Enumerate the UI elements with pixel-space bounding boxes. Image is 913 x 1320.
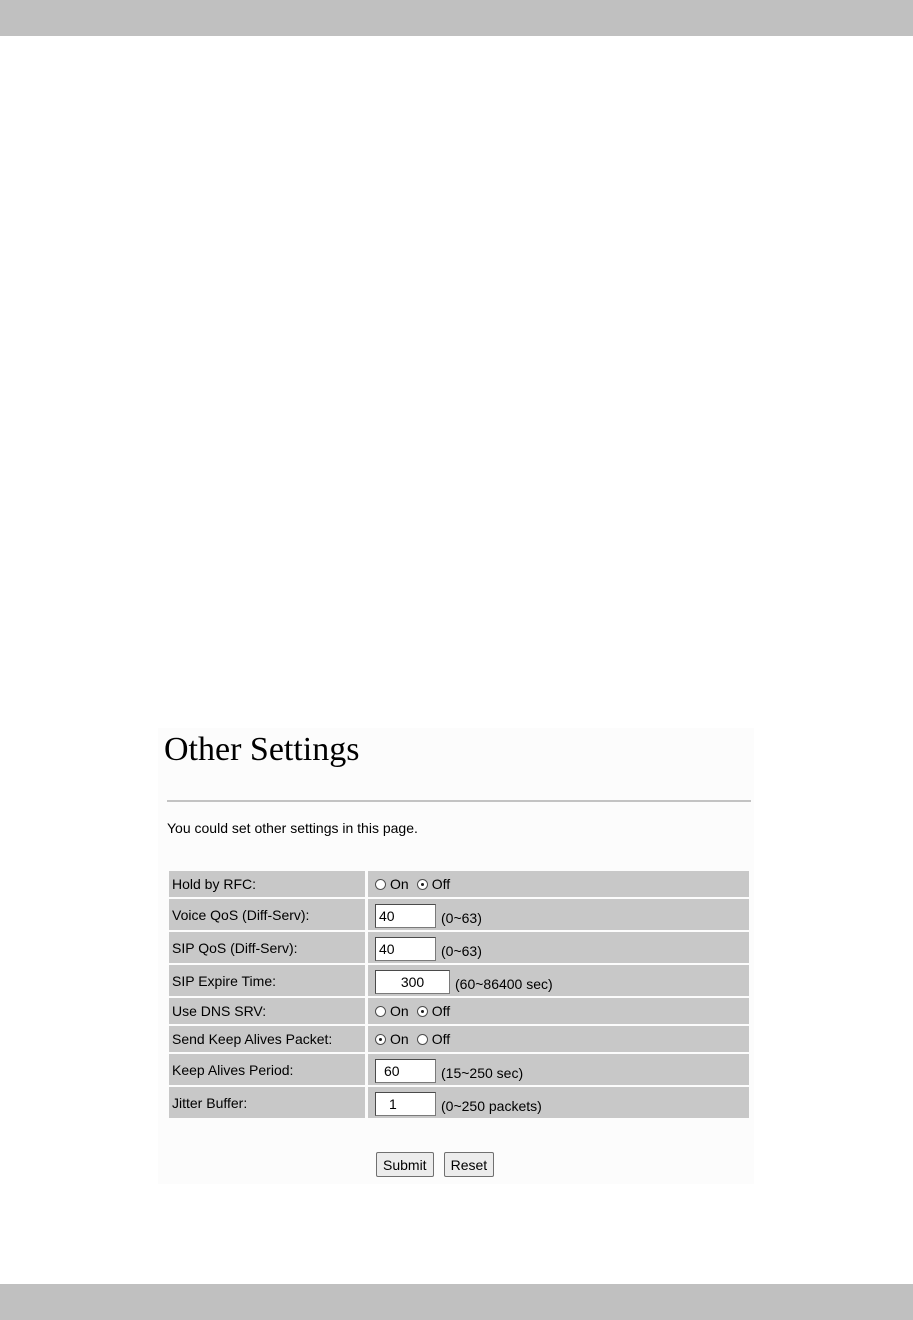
jitter-buffer-range: (0~250 packets) [441,1097,542,1114]
voice-qos-range: (0~63) [441,909,482,926]
hold-by-rfc-off-radio[interactable] [417,879,428,890]
row-sip-expire [169,965,749,996]
sip-qos-input[interactable] [375,937,436,961]
settings-panel [158,728,754,1184]
keep-alives-packet-on-radio[interactable] [375,1034,386,1045]
hold-by-rfc-label: Hold by RFC: [169,871,365,897]
row-keep-alives-packet [169,1026,749,1052]
bottom-bar [0,1284,913,1320]
sip-qos-range: (0~63) [441,942,482,959]
page-title: Other Settings [164,731,360,768]
keep-alives-packet-off-option[interactable] [417,1031,450,1047]
jitter-buffer-input[interactable] [375,1092,436,1116]
use-dns-srv-value [368,998,749,1024]
use-dns-srv-off-label: Off [431,1003,451,1019]
hold-by-rfc-value [368,871,749,897]
hold-by-rfc-on-option[interactable] [375,876,409,892]
keep-alives-packet-on-label: On [390,1031,409,1047]
voice-qos-input[interactable] [375,904,436,928]
jitter-buffer-value [368,1087,749,1118]
keep-alives-period-range: (15~250 sec) [441,1064,524,1081]
sip-expire-label: SIP Expire Time: [169,965,365,996]
use-dns-srv-on-label: On [390,1003,409,1019]
use-dns-srv-on-option[interactable] [375,1003,409,1019]
keep-alives-packet-label: Send Keep Alives Packet: [169,1026,365,1052]
sip-expire-range: (60~86400 sec) [455,975,553,992]
sip-qos-label: SIP QoS (Diff-Serv): [169,932,365,963]
use-dns-srv-off-option[interactable] [417,1003,450,1019]
row-use-dns-srv [169,998,749,1024]
keep-alives-packet-value [368,1026,749,1052]
reset-button[interactable]: Reset [444,1152,495,1177]
row-sip-qos [169,932,749,963]
row-jitter-buffer [169,1087,749,1118]
keep-alives-packet-off-radio[interactable] [417,1034,428,1045]
page-description: You could set other settings in this page. [167,820,418,836]
hold-by-rfc-off-label: Off [431,876,451,892]
jitter-buffer-label: Jitter Buffer: [169,1087,365,1118]
hold-by-rfc-on-label: On [390,876,409,892]
sip-qos-value [368,932,749,963]
form-buttons [376,1152,504,1177]
title-divider [167,800,751,802]
top-bar [0,0,913,36]
hold-by-rfc-on-radio[interactable] [375,879,386,890]
keep-alives-packet-off-label: Off [431,1031,451,1047]
settings-table [169,871,749,1120]
sip-expire-value [368,965,749,996]
keep-alives-period-value [368,1054,749,1085]
row-hold-by-rfc [169,871,749,897]
use-dns-srv-on-radio[interactable] [375,1006,386,1017]
voice-qos-label: Voice QoS (Diff-Serv): [169,899,365,930]
use-dns-srv-off-radio[interactable] [417,1006,428,1017]
submit-button[interactable]: Submit [376,1152,434,1177]
row-keep-alives-period [169,1054,749,1085]
row-voice-qos [169,899,749,930]
sip-expire-input[interactable] [375,970,450,994]
hold-by-rfc-off-option[interactable] [417,876,450,892]
use-dns-srv-label: Use DNS SRV: [169,998,365,1024]
keep-alives-period-label: Keep Alives Period: [169,1054,365,1085]
voice-qos-value [368,899,749,930]
keep-alives-period-input[interactable] [375,1059,436,1083]
keep-alives-packet-on-option[interactable] [375,1031,409,1047]
